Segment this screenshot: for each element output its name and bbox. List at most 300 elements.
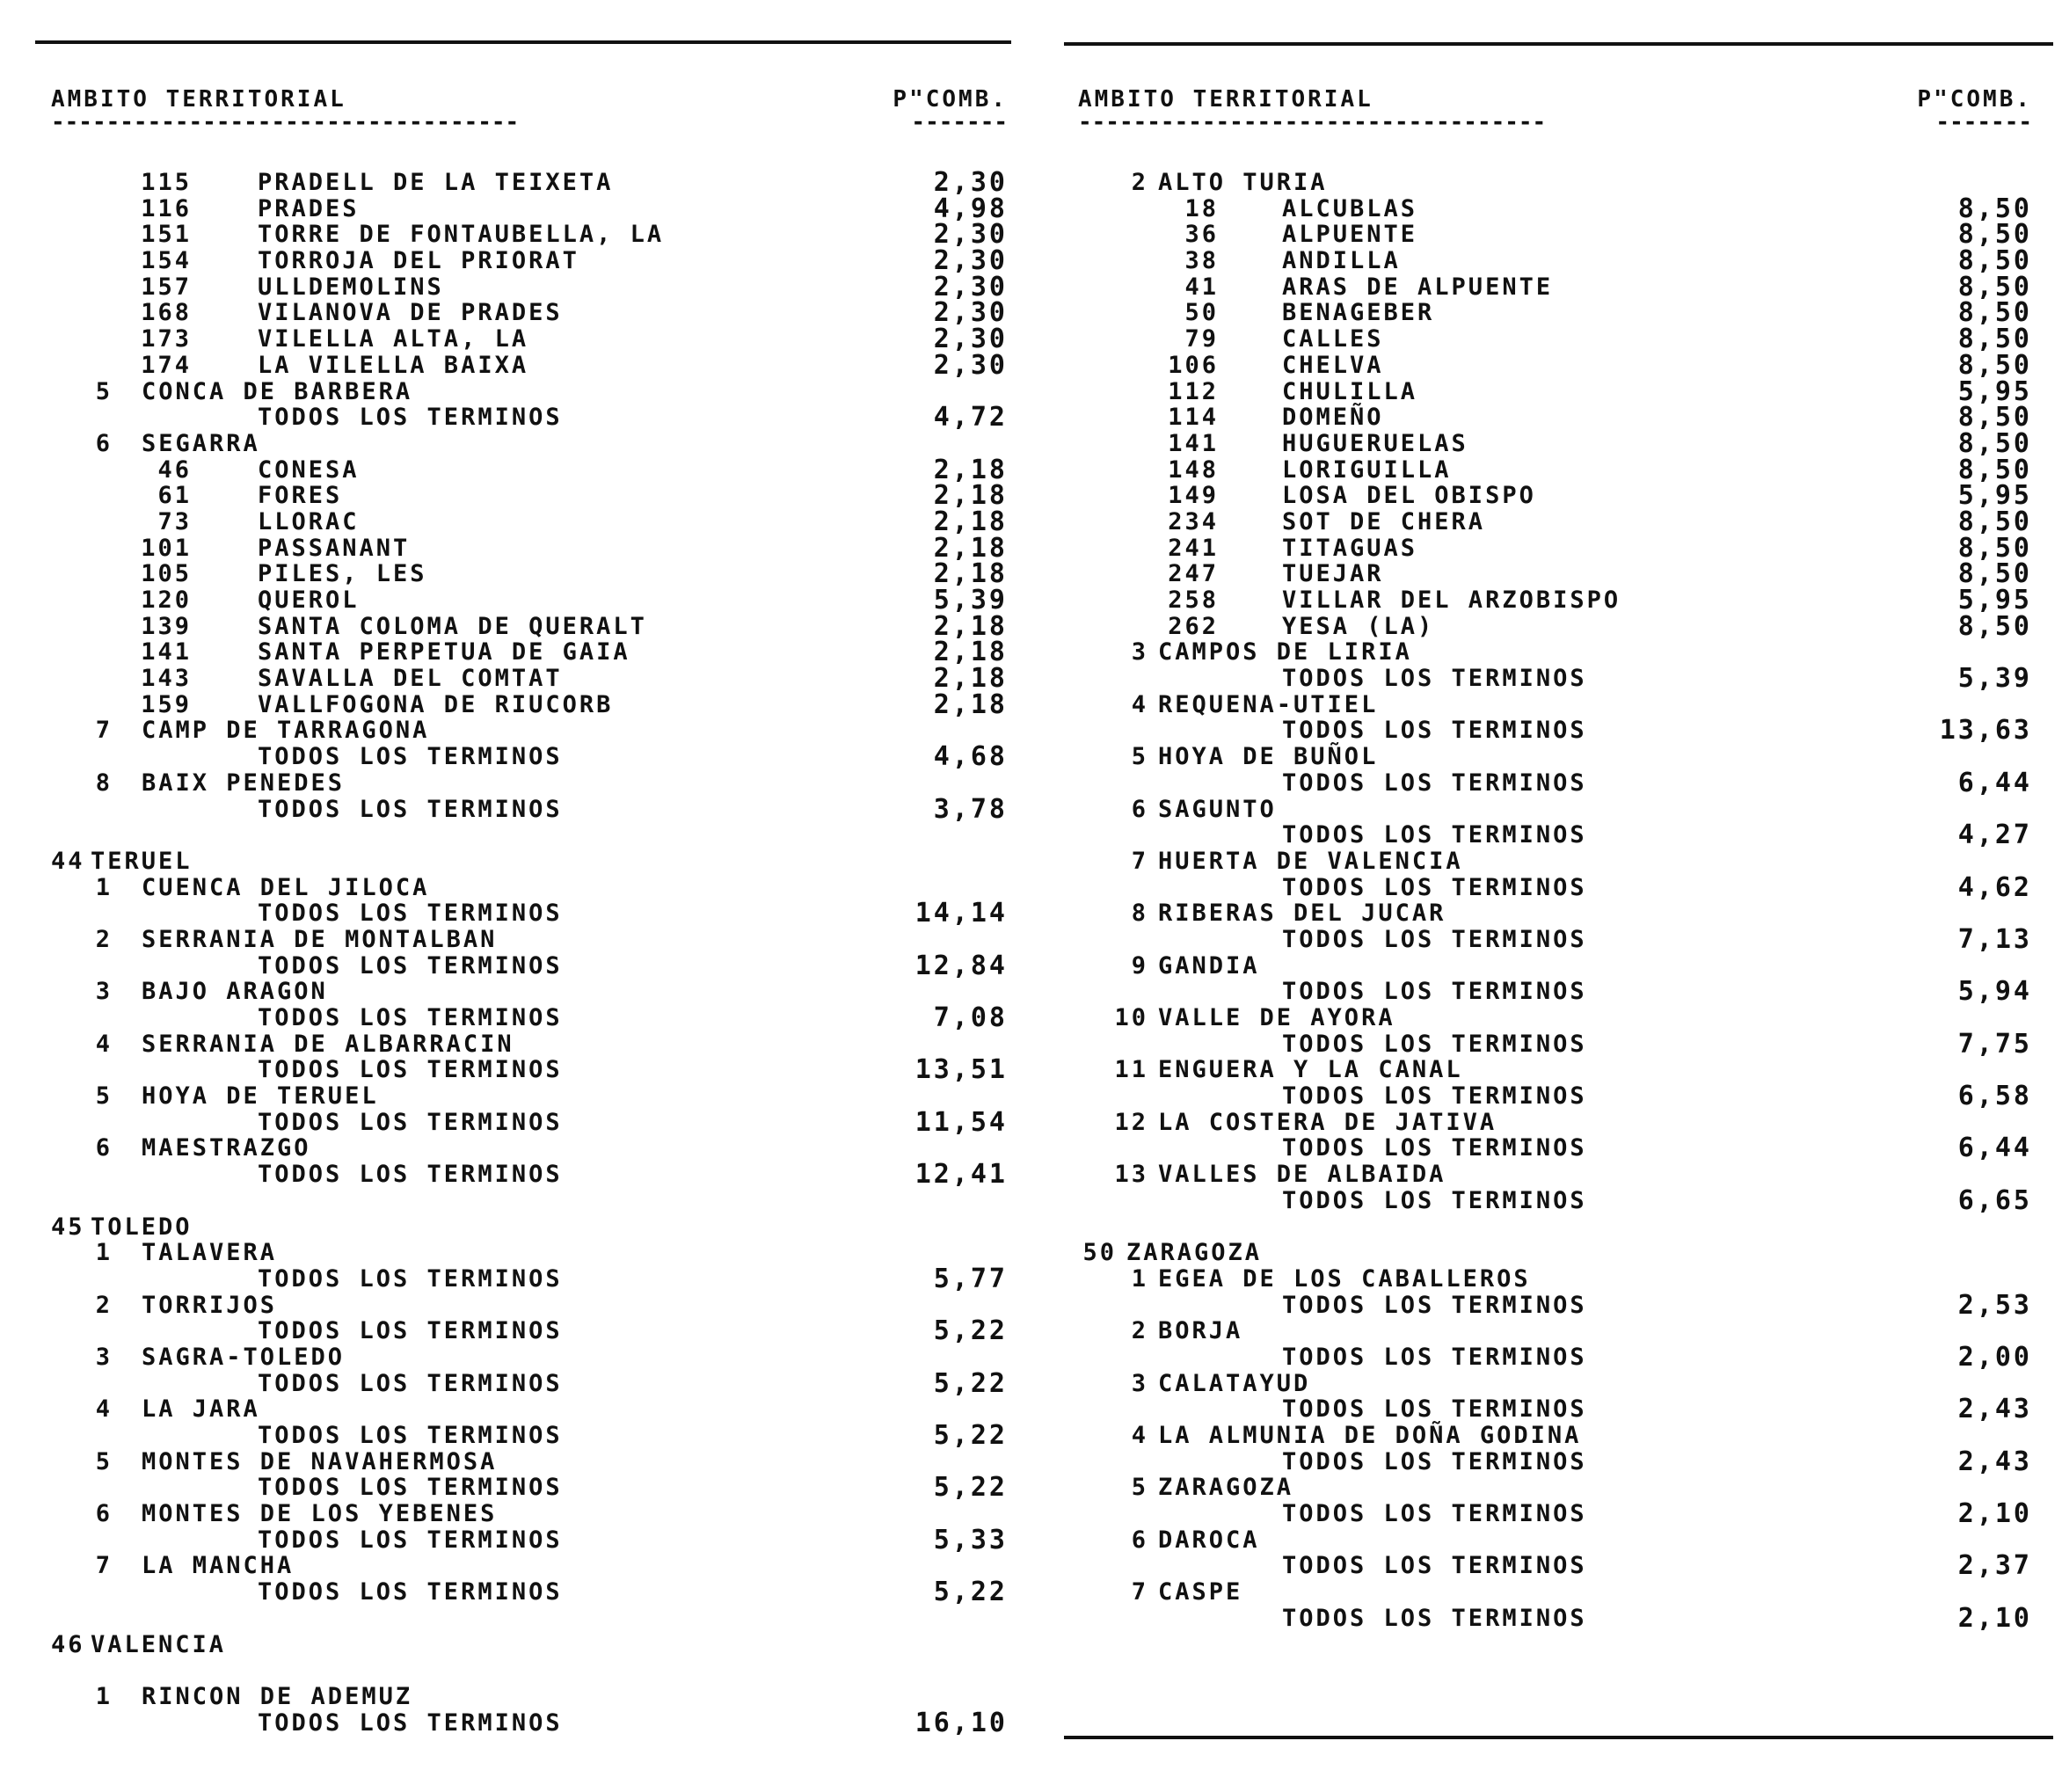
row-name: TODOS LOS TERMINOS [1282,873,1587,901]
municipality-row [51,245,1008,277]
row-name: LA COSTERA DE JATIVA [1158,1108,1497,1136]
row-name: PRADELL DE LA TEIXETA [258,169,614,196]
municipality-row [51,1263,1008,1294]
header-underline: ---------------------------------- [51,109,520,135]
row-value: 2,37 [1957,1550,2032,1582]
row-value: 13,51 [914,1054,1008,1086]
row-code: 168 [141,299,192,327]
row-code: 2 [1131,169,1148,196]
row-name: ARAS DE ALPUENTE [1282,273,1554,301]
municipality-row [1078,297,2032,329]
municipality-row [1078,404,2032,431]
row-code: 105 [141,560,192,588]
row-code: 11 [1114,1056,1148,1084]
row-value: 8,50 [1957,193,2032,224]
row-name: MAESTRAZGO [142,1134,311,1162]
comarca-row [51,1293,1008,1319]
municipality-row [51,688,1008,720]
header-label: AMBITO TERRITORIAL [51,86,346,113]
municipality-row [1078,822,2032,849]
row-name: TODOS LOS TERMINOS [1282,1291,1587,1319]
row-name: TODOS LOS TERMINOS [1282,1604,1587,1632]
row-code: 41 [1184,273,1219,301]
row-value: 7,75 [1957,1028,2032,1060]
municipality-row [51,1579,1008,1606]
row-name: CALLES [1282,325,1384,353]
row-code: 12 [1114,1108,1148,1136]
row-value: 8,50 [1957,532,2032,564]
row-value: 8,50 [1957,271,2032,302]
row-name: TUEJAR [1282,560,1384,588]
row-name: TODOS LOS TERMINOS [1282,1343,1587,1371]
row-name: RIBERAS DEL JUCAR [1158,900,1446,928]
row-name: CHULILLA [1282,377,1418,405]
row-name: TODOS LOS TERMINOS [258,404,563,432]
row-code: 38 [1184,247,1219,275]
row-name: FORES [258,482,343,510]
row-value: 5,33 [933,1524,1008,1555]
comarca-row [1078,1005,2032,1031]
municipality-row [1078,1289,2032,1321]
row-name: VALLE DE AYORA [1158,1004,1395,1031]
row-code: 139 [141,612,192,640]
row-list [1078,170,2032,1632]
municipality-row [51,1315,1008,1347]
municipality-row [51,639,1008,666]
comarca-row [1078,1110,2032,1136]
row-code: 115 [141,169,192,196]
row-code: 1 [95,1682,113,1710]
comarca-row [51,1553,1008,1579]
row-code: 5 [95,1447,113,1475]
row-value: 5,22 [933,1315,1008,1347]
row-name: BAJO ARAGON [142,978,328,1006]
municipality-row [1078,1602,2032,1634]
row-name: CONCA DE BARBERA [142,377,413,405]
comarca-row [1078,1579,2032,1606]
row-name: TODOS LOS TERMINOS [1282,925,1587,953]
row-name: TODOS LOS TERMINOS [1282,1082,1587,1111]
municipality-row [1078,532,2032,564]
row-name: ALPUENTE [1282,221,1418,249]
table-header [1078,86,2032,139]
comarca-row [51,1684,1008,1710]
row-code: 6 [95,1500,113,1528]
municipality-row [51,219,1008,251]
row-name: TODOS LOS TERMINOS [258,795,563,823]
comarca-row [51,979,1008,1005]
row-name: LA MANCHA [142,1552,295,1580]
row-name: CALATAYUD [1158,1369,1311,1397]
row-code: 106 [1168,351,1219,379]
row-code: 101 [141,534,192,562]
row-code: 154 [141,247,192,275]
row-code: 7 [1131,847,1148,875]
province-row [51,1632,1008,1658]
row-name: VALLES DE ALBAIDA [1158,1161,1446,1189]
row-code: 8 [1131,900,1148,928]
comarca-row [51,431,1008,457]
row-name: ENGUERA Y LA CANAL [1158,1056,1463,1084]
row-name: LORIGUILLA [1282,455,1452,484]
header-value-underline: ------- [1935,109,2032,135]
row-name: CUENCA DEL JILOCA [142,873,430,901]
row-code: 174 [141,351,192,379]
municipality-row [1078,610,2032,642]
row-name: TODOS LOS TERMINOS [1282,1552,1587,1580]
row-code: 4 [1131,1422,1148,1449]
municipality-row [51,326,1008,353]
row-value: 2,30 [933,324,1008,355]
row-name: ALCUBLAS [1282,194,1418,222]
row-code: 4 [95,1030,113,1058]
row-name: HUGUERUELAS [1282,429,1468,457]
row-code: 3 [1131,1369,1148,1397]
row-name: ULLDEMOLINS [258,273,444,301]
row-name: TODOS LOS TERMINOS [1282,821,1587,849]
row-code: 46 [157,455,192,484]
row-name: CAMP DE TARRAGONA [142,717,430,745]
row-name: BENAGEBER [1282,299,1435,327]
header-value: P"COMB. [893,86,1008,113]
comarca-row [1078,900,2032,927]
row-value: 5,39 [1957,663,2032,695]
municipality-row [1078,427,2032,459]
row-value: 5,22 [933,1472,1008,1504]
row-name: TODOS LOS TERMINOS [258,1004,563,1031]
row-name: TORRIJOS [142,1291,278,1319]
row-name: DAROCA [1158,1526,1260,1554]
row-code: 149 [1168,482,1219,510]
municipality-row [1078,1083,2032,1110]
row-name: REQUENA-UTIEL [1158,690,1379,718]
municipality-row [51,454,1008,485]
row-value: 4,62 [1957,871,2032,903]
comarca-row [51,1083,1008,1110]
row-code: 120 [141,586,192,614]
row-name: BORJA [1158,1317,1243,1345]
row-code: 2 [95,1291,113,1319]
row-value: 2,30 [933,219,1008,251]
municipality-row [51,349,1008,381]
municipality-row [51,1420,1008,1451]
row-value: 2,10 [1957,1602,2032,1634]
row-name: TODOS LOS TERMINOS [258,1708,563,1737]
row-code: 3 [95,1343,113,1371]
row-name: TODOS LOS TERMINOS [1282,1395,1587,1424]
row-name: SEGARRA [142,429,260,457]
row-value: 16,10 [914,1707,1008,1738]
row-code: 10 [1114,1004,1148,1031]
row-value: 4,72 [933,402,1008,433]
comarca-row [1078,170,2032,196]
row-code: 50 [1184,299,1219,327]
row-name: PILES, LES [258,560,427,588]
row-code: 6 [1131,795,1148,823]
row-name: SANTA COLOMA DE QUERALT [258,612,647,640]
comarca-row [1078,639,2032,666]
row-name: ZARAGOZA [1126,1239,1263,1267]
municipality-row [1078,1341,2032,1373]
row-value: 5,95 [1957,585,2032,616]
row-value: 6,44 [1957,1133,2032,1164]
row-value: 2,18 [933,532,1008,564]
municipality-row [1078,587,2032,614]
spacer [51,1657,1008,1684]
municipality-row [1078,1396,2032,1423]
row-name: TODOS LOS TERMINOS [1282,1134,1587,1162]
municipality-row [51,741,1008,773]
row-value: 2,18 [933,637,1008,668]
municipality-row [1078,245,2032,277]
row-code: 234 [1168,507,1219,535]
municipality-row [1078,1028,2032,1060]
row-code: 4 [95,1395,113,1424]
row-code: 141 [1168,429,1219,457]
row-name: SERRANIA DE ALBARRACIN [142,1030,514,1058]
municipality-row [51,1159,1008,1191]
row-code: 46 [51,1630,85,1658]
table-header [51,86,1008,139]
row-code: 6 [95,1134,113,1162]
comarca-row [51,1449,1008,1475]
municipality-row [51,532,1008,564]
comarca-row [1078,1527,2032,1554]
row-value: 2,30 [933,245,1008,277]
municipality-row [1078,271,2032,302]
row-value: 2,18 [933,454,1008,485]
row-name: CONESA [258,455,360,484]
comarca-row [1078,849,2032,875]
comarca-row [51,770,1008,797]
row-code: 116 [141,194,192,222]
row-name: TODOS LOS TERMINOS [258,1474,563,1502]
spacer [51,1606,1008,1632]
row-code: 6 [95,429,113,457]
municipality-row [51,558,1008,590]
bottom-rule-right [1064,1736,2053,1739]
row-code: 151 [141,221,192,249]
row-code: 258 [1168,586,1219,614]
municipality-row [51,1367,1008,1399]
municipality-row [51,900,1008,927]
row-value: 7,13 [1957,923,2032,955]
row-value: 2,00 [1957,1341,2032,1373]
row-name: SAGRA-TOLEDO [142,1343,346,1371]
comarca-row [1078,1371,2032,1397]
row-name: TODOS LOS TERMINOS [258,1526,563,1554]
row-value: 8,50 [1957,558,2032,590]
row-name: TOLEDO [91,1213,193,1241]
row-code: 3 [1131,638,1148,667]
row-value: 5,95 [1957,375,2032,407]
row-code: 159 [141,690,192,718]
row-value: 11,54 [914,1106,1008,1138]
municipality-row [51,793,1008,825]
row-value: 5,22 [933,1577,1008,1608]
row-name: VILLAR DEL ARZOBISPO [1282,586,1621,614]
comarca-row [1078,692,2032,718]
row-value: 2,18 [933,663,1008,695]
row-code: 148 [1168,455,1219,484]
row-value: 14,14 [914,898,1008,929]
top-rule-right [1064,42,2053,46]
row-value: 2,30 [933,167,1008,198]
municipality-row [1078,1184,2032,1216]
row-name: PRADES [258,194,360,222]
row-value: 5,94 [1957,976,2032,1008]
row-name: TODOS LOS TERMINOS [1282,1030,1587,1058]
row-code: 114 [1168,404,1219,432]
row-code: 44 [51,847,85,875]
row-code: 112 [1168,377,1219,405]
row-value: 12,41 [914,1159,1008,1191]
row-name: TORRE DE FONTAUBELLA, LA [258,221,665,249]
row-code: 2 [1131,1317,1148,1345]
row-value: 2,18 [933,688,1008,720]
comarca-row [1078,1423,2032,1449]
row-name: TODOS LOS TERMINOS [258,1578,563,1606]
row-value: 8,50 [1957,324,2032,355]
row-value: 8,50 [1957,349,2032,381]
row-value: 2,53 [1957,1289,2032,1321]
row-code: 5 [95,377,113,405]
row-value: 2,30 [933,349,1008,381]
municipality-row [51,1002,1008,1033]
row-name: CASPE [1158,1578,1243,1606]
row-name: HOYA DE BUÑOL [1158,743,1379,771]
row-code: 6 [1131,1526,1148,1554]
municipality-row [51,1524,1008,1555]
municipality-row [51,506,1008,537]
row-value: 5,95 [1957,480,2032,512]
row-name: TODOS LOS TERMINOS [1282,717,1587,745]
row-name: YESA (LA) [1282,612,1435,640]
row-name: SERRANIA DE MONTALBAN [142,925,498,953]
row-name: TODOS LOS TERMINOS [1282,1500,1587,1528]
row-name: PASSANANT [258,534,411,562]
row-value: 5,22 [933,1367,1008,1399]
row-name: TODOS LOS TERMINOS [258,951,563,980]
row-name: TERUEL [91,847,193,875]
row-name: LOSA DEL OBISPO [1282,482,1536,510]
row-code: 7 [95,1552,113,1580]
row-name: TODOS LOS TERMINOS [258,900,563,928]
municipality-row [51,1707,1008,1738]
spacer [1078,1214,2032,1241]
row-name: RINCON DE ADEMUZ [142,1682,413,1710]
municipality-row [51,1106,1008,1138]
row-value: 2,18 [933,506,1008,537]
row-name: SAGUNTO [1158,795,1277,823]
row-code: 45 [51,1213,85,1241]
municipality-row [1078,219,2032,251]
row-code: 79 [1184,325,1219,353]
header-value-underline: ------- [911,109,1008,135]
municipality-row [51,610,1008,642]
top-rule-left [35,40,1011,44]
municipality-row [1078,506,2032,537]
row-code: 141 [141,638,192,667]
row-name: TODOS LOS TERMINOS [1282,978,1587,1006]
municipality-row [51,297,1008,329]
row-value: 7,08 [933,1002,1008,1033]
row-name: TODOS LOS TERMINOS [258,1161,563,1189]
province-row [1078,1240,2032,1266]
row-name: SAVALLA DEL COMTAT [258,665,563,693]
row-name: CAMPOS DE LIRIA [1158,638,1412,667]
row-name: TODOS LOS TERMINOS [258,1422,563,1449]
row-code: 18 [1184,194,1219,222]
municipality-row [51,1472,1008,1504]
row-name: LA VILELLA BAIXA [258,351,529,379]
municipality-row [51,271,1008,302]
row-value: 2,30 [933,271,1008,302]
comarca-row [51,927,1008,953]
comarca-row [51,379,1008,405]
row-code: 157 [141,273,192,301]
municipality-row [1078,1446,2032,1477]
row-name: TODOS LOS TERMINOS [1282,665,1587,693]
comarca-row [51,1135,1008,1162]
row-value: 2,18 [933,480,1008,512]
municipality-row [1078,871,2032,903]
municipality-row [1078,923,2032,955]
row-name: TODOS LOS TERMINOS [1282,769,1587,797]
row-value: 3,78 [933,793,1008,825]
row-code: 247 [1168,560,1219,588]
row-name: TITAGUAS [1282,534,1418,562]
municipality-row [1078,976,2032,1008]
row-value: 2,43 [1957,1446,2032,1477]
row-name: MONTES DE LOS YEBENES [142,1500,498,1528]
row-value: 8,50 [1957,454,2032,485]
municipality-row [1078,558,2032,590]
row-name: TODOS LOS TERMINOS [258,1264,563,1293]
row-name: DOMEÑO [1282,404,1384,432]
row-name: TODOS LOS TERMINOS [1282,1186,1587,1214]
row-value: 6,65 [1957,1184,2032,1216]
row-name: BAIX PENEDES [142,769,346,797]
province-row [51,849,1008,875]
municipality-row [1078,375,2032,407]
header-underline: ---------------------------------- [1078,109,1547,135]
municipality-row [1078,1498,2032,1530]
row-value: 4,27 [1957,820,2032,851]
comarca-row [51,875,1008,901]
comarca-row [51,1031,1008,1058]
row-code: 50 [1082,1239,1117,1267]
row-code: 8 [95,769,113,797]
row-value: 8,50 [1957,219,2032,251]
municipality-row [1078,767,2032,798]
comarca-row [1078,797,2032,823]
spacer [51,822,1008,849]
municipality-row [1078,663,2032,695]
row-name: TODOS LOS TERMINOS [258,1317,563,1345]
row-name: SANTA PERPETUA DE GAIA [258,638,630,667]
row-code: 61 [157,482,192,510]
municipality-row [51,167,1008,198]
row-value: 2,43 [1957,1394,2032,1425]
row-name: SOT DE CHERA [1282,507,1486,535]
row-value: 5,22 [933,1420,1008,1451]
row-name: HOYA DE TERUEL [142,1082,379,1111]
row-value: 2,30 [933,297,1008,329]
row-name: EGEA DE LOS CABALLEROS [1158,1264,1531,1293]
row-name: LA JARA [142,1395,260,1424]
row-name: GANDIA [1158,951,1260,980]
